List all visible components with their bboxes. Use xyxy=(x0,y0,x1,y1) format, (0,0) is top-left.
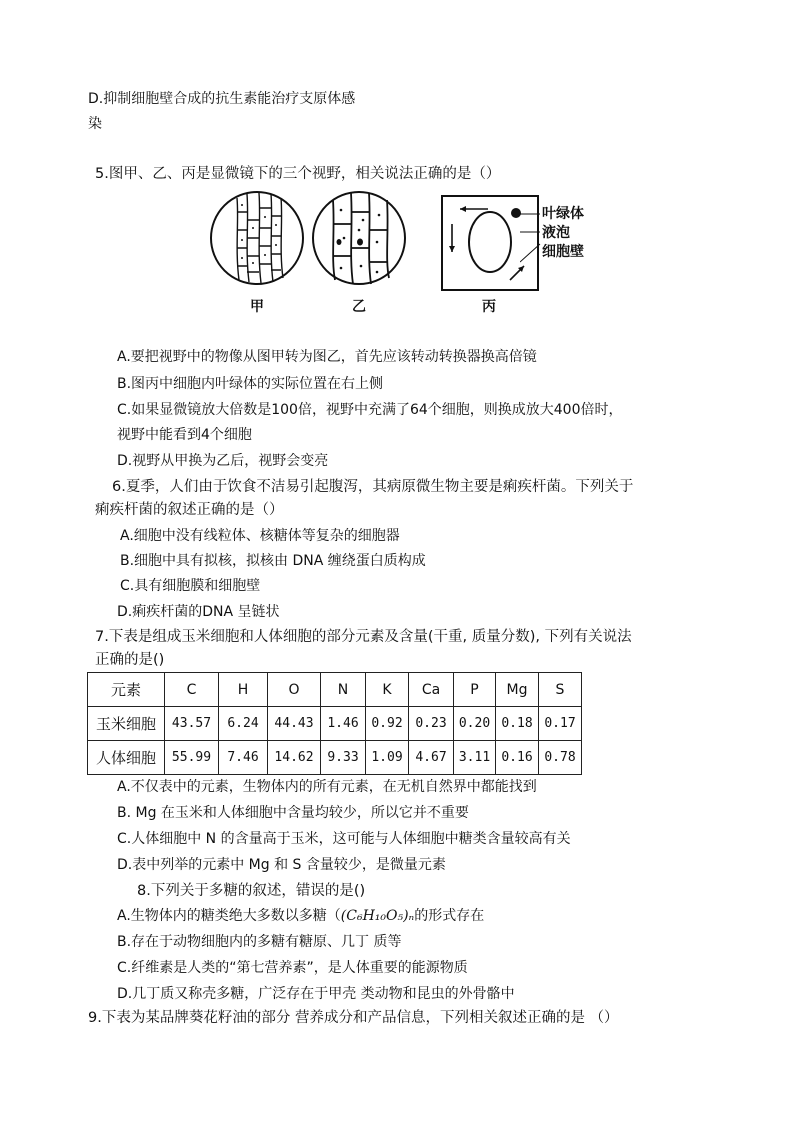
table-cell: 1.46 xyxy=(321,707,366,741)
table-row xyxy=(88,741,582,775)
legend-chloroplast: 叶绿体 xyxy=(542,206,584,222)
figure-jia xyxy=(209,190,305,286)
table-cell: 4.67 xyxy=(409,741,454,775)
legend-cell-wall: 细胞壁 xyxy=(542,244,584,260)
table-cell: 人体细胞 xyxy=(88,741,165,775)
table-cell: 玉米细胞 xyxy=(88,707,165,741)
table-cell: 0.92 xyxy=(366,707,409,741)
q5-option-c-line1: C.如果显微镜放大倍数是100倍，视野中充满了64个细胞，则换成放大400倍时， xyxy=(117,402,623,418)
q8-option-a-suffix: 的形式存在 xyxy=(414,908,485,924)
q8-option-a-formula: (C₆H₁₀O₅)ₙ xyxy=(340,908,415,924)
table-cell: P xyxy=(454,673,496,707)
q9-stem: 9.下表为某品牌葵花籽油的部分 营养成分和产品信息，下列相关叙述正确的是 （） xyxy=(88,1010,619,1026)
table-cell: S xyxy=(539,673,582,707)
table-cell: 6.24 xyxy=(219,707,268,741)
table-cell: 9.33 xyxy=(321,741,366,775)
figure-label-bing: 丙 xyxy=(482,299,496,315)
element-content-table xyxy=(87,672,582,775)
q5-option-b: B.图丙中细胞内叶绿体的实际位置在右上侧 xyxy=(117,376,384,392)
q4-option-d-line2: 染 xyxy=(88,116,102,132)
q5-option-c-line2: 视野中能看到4个细胞 xyxy=(117,427,252,443)
q8-option-b: B.存在于动物细胞内的多糖有糖原、几丁 质等 xyxy=(117,934,402,950)
table-cell: 0.17 xyxy=(539,707,582,741)
q7-option-b: B. Mg 在玉米和人体细胞中含量均较少，所以它并不重要 xyxy=(117,805,469,821)
q8-option-c: C.纤维素是人类的“第七营养素”，是人体重要的能源物质 xyxy=(117,960,468,976)
table-cell: H xyxy=(219,673,268,707)
table-cell: N xyxy=(321,673,366,707)
q8-option-a xyxy=(117,906,484,926)
figure-label-yi: 乙 xyxy=(352,299,366,315)
table-cell: 0.16 xyxy=(496,741,539,775)
table-row xyxy=(88,707,582,741)
figure-yi xyxy=(311,190,407,286)
q7-option-a: A.不仅表中的元素，生物体内的所有元素，在无机自然界中都能找到 xyxy=(117,779,537,795)
table-cell: 3.11 xyxy=(454,741,496,775)
table-cell: C xyxy=(165,673,219,707)
table-cell: 0.23 xyxy=(409,707,454,741)
table-cell: 44.43 xyxy=(268,707,321,741)
q6-option-a: A.细胞中没有线粒体、核糖体等复杂的细胞器 xyxy=(120,528,400,544)
table-cell: Ca xyxy=(409,673,454,707)
table-cell: 55.99 xyxy=(165,741,219,775)
table-cell: 0.20 xyxy=(454,707,496,741)
q8-stem: 8.下列关于多糖的叙述，错误的是() xyxy=(137,883,366,899)
figure-label-jia: 甲 xyxy=(250,299,264,315)
table-cell: Mg xyxy=(496,673,539,707)
q6-option-c: C.具有细胞膜和细胞壁 xyxy=(120,578,261,594)
q7-option-d: D.表中列举的元素中 Mg 和 S 含量较少，是微量元素 xyxy=(117,857,446,873)
q6-option-d: D.痢疾杆菌的DNA 呈链状 xyxy=(117,604,280,620)
q5-option-d: D.视野从甲换为乙后，视野会变亮 xyxy=(117,453,329,469)
legend-vacuole: 液泡 xyxy=(542,225,570,241)
table-header-row xyxy=(88,673,582,707)
table-cell: 43.57 xyxy=(165,707,219,741)
table-cell: 元素 xyxy=(88,673,165,707)
table-cell: O xyxy=(268,673,321,707)
q7-stem-line2: 正确的是() xyxy=(95,652,165,668)
q4-option-d-line1: D.抑制细胞壁合成的抗生素能治疗支原体感 xyxy=(88,91,356,107)
q6-stem-line1: 6.夏季，人们由于饮食不洁易引起腹泻，其病原微生物主要是痢疾杆菌。下列关于 xyxy=(112,479,634,495)
table-cell: 14.62 xyxy=(268,741,321,775)
table-cell: 1.09 xyxy=(366,741,409,775)
q6-option-b: B.细胞中具有拟核，拟核由 DNA 缠绕蛋白质构成 xyxy=(120,553,426,569)
q8-option-a-prefix: A.生物体内的糖类绝大多数以多糖（ xyxy=(117,908,341,924)
q8-option-d: D.几丁质又称壳多糖，广泛存在于甲壳 类动物和昆虫的外骨骼中 xyxy=(117,986,515,1002)
q7-stem-line1: 7.下表是组成玉米细胞和人体细胞的部分元素及含量(干重, 质量分数), 下列有关说法 xyxy=(95,629,632,645)
q6-stem-line2: 痢疾杆菌的叙述正确的是（） xyxy=(95,502,284,518)
table-cell: 7.46 xyxy=(219,741,268,775)
table-cell: 0.78 xyxy=(539,741,582,775)
table-cell: K xyxy=(366,673,409,707)
table-cell: 0.18 xyxy=(496,707,539,741)
q7-option-c: C.人体细胞中 N 的含量高于玉米，这可能与人体细胞中糖类含量较高有关 xyxy=(117,831,571,847)
q5-option-a: A.要把视野中的物像从图甲转为图乙，首先应该转动转换器换高倍镜 xyxy=(117,349,537,365)
q5-stem: 5.图甲、乙、丙是显微镜下的三个视野，相关说法正确的是（） xyxy=(95,166,501,182)
